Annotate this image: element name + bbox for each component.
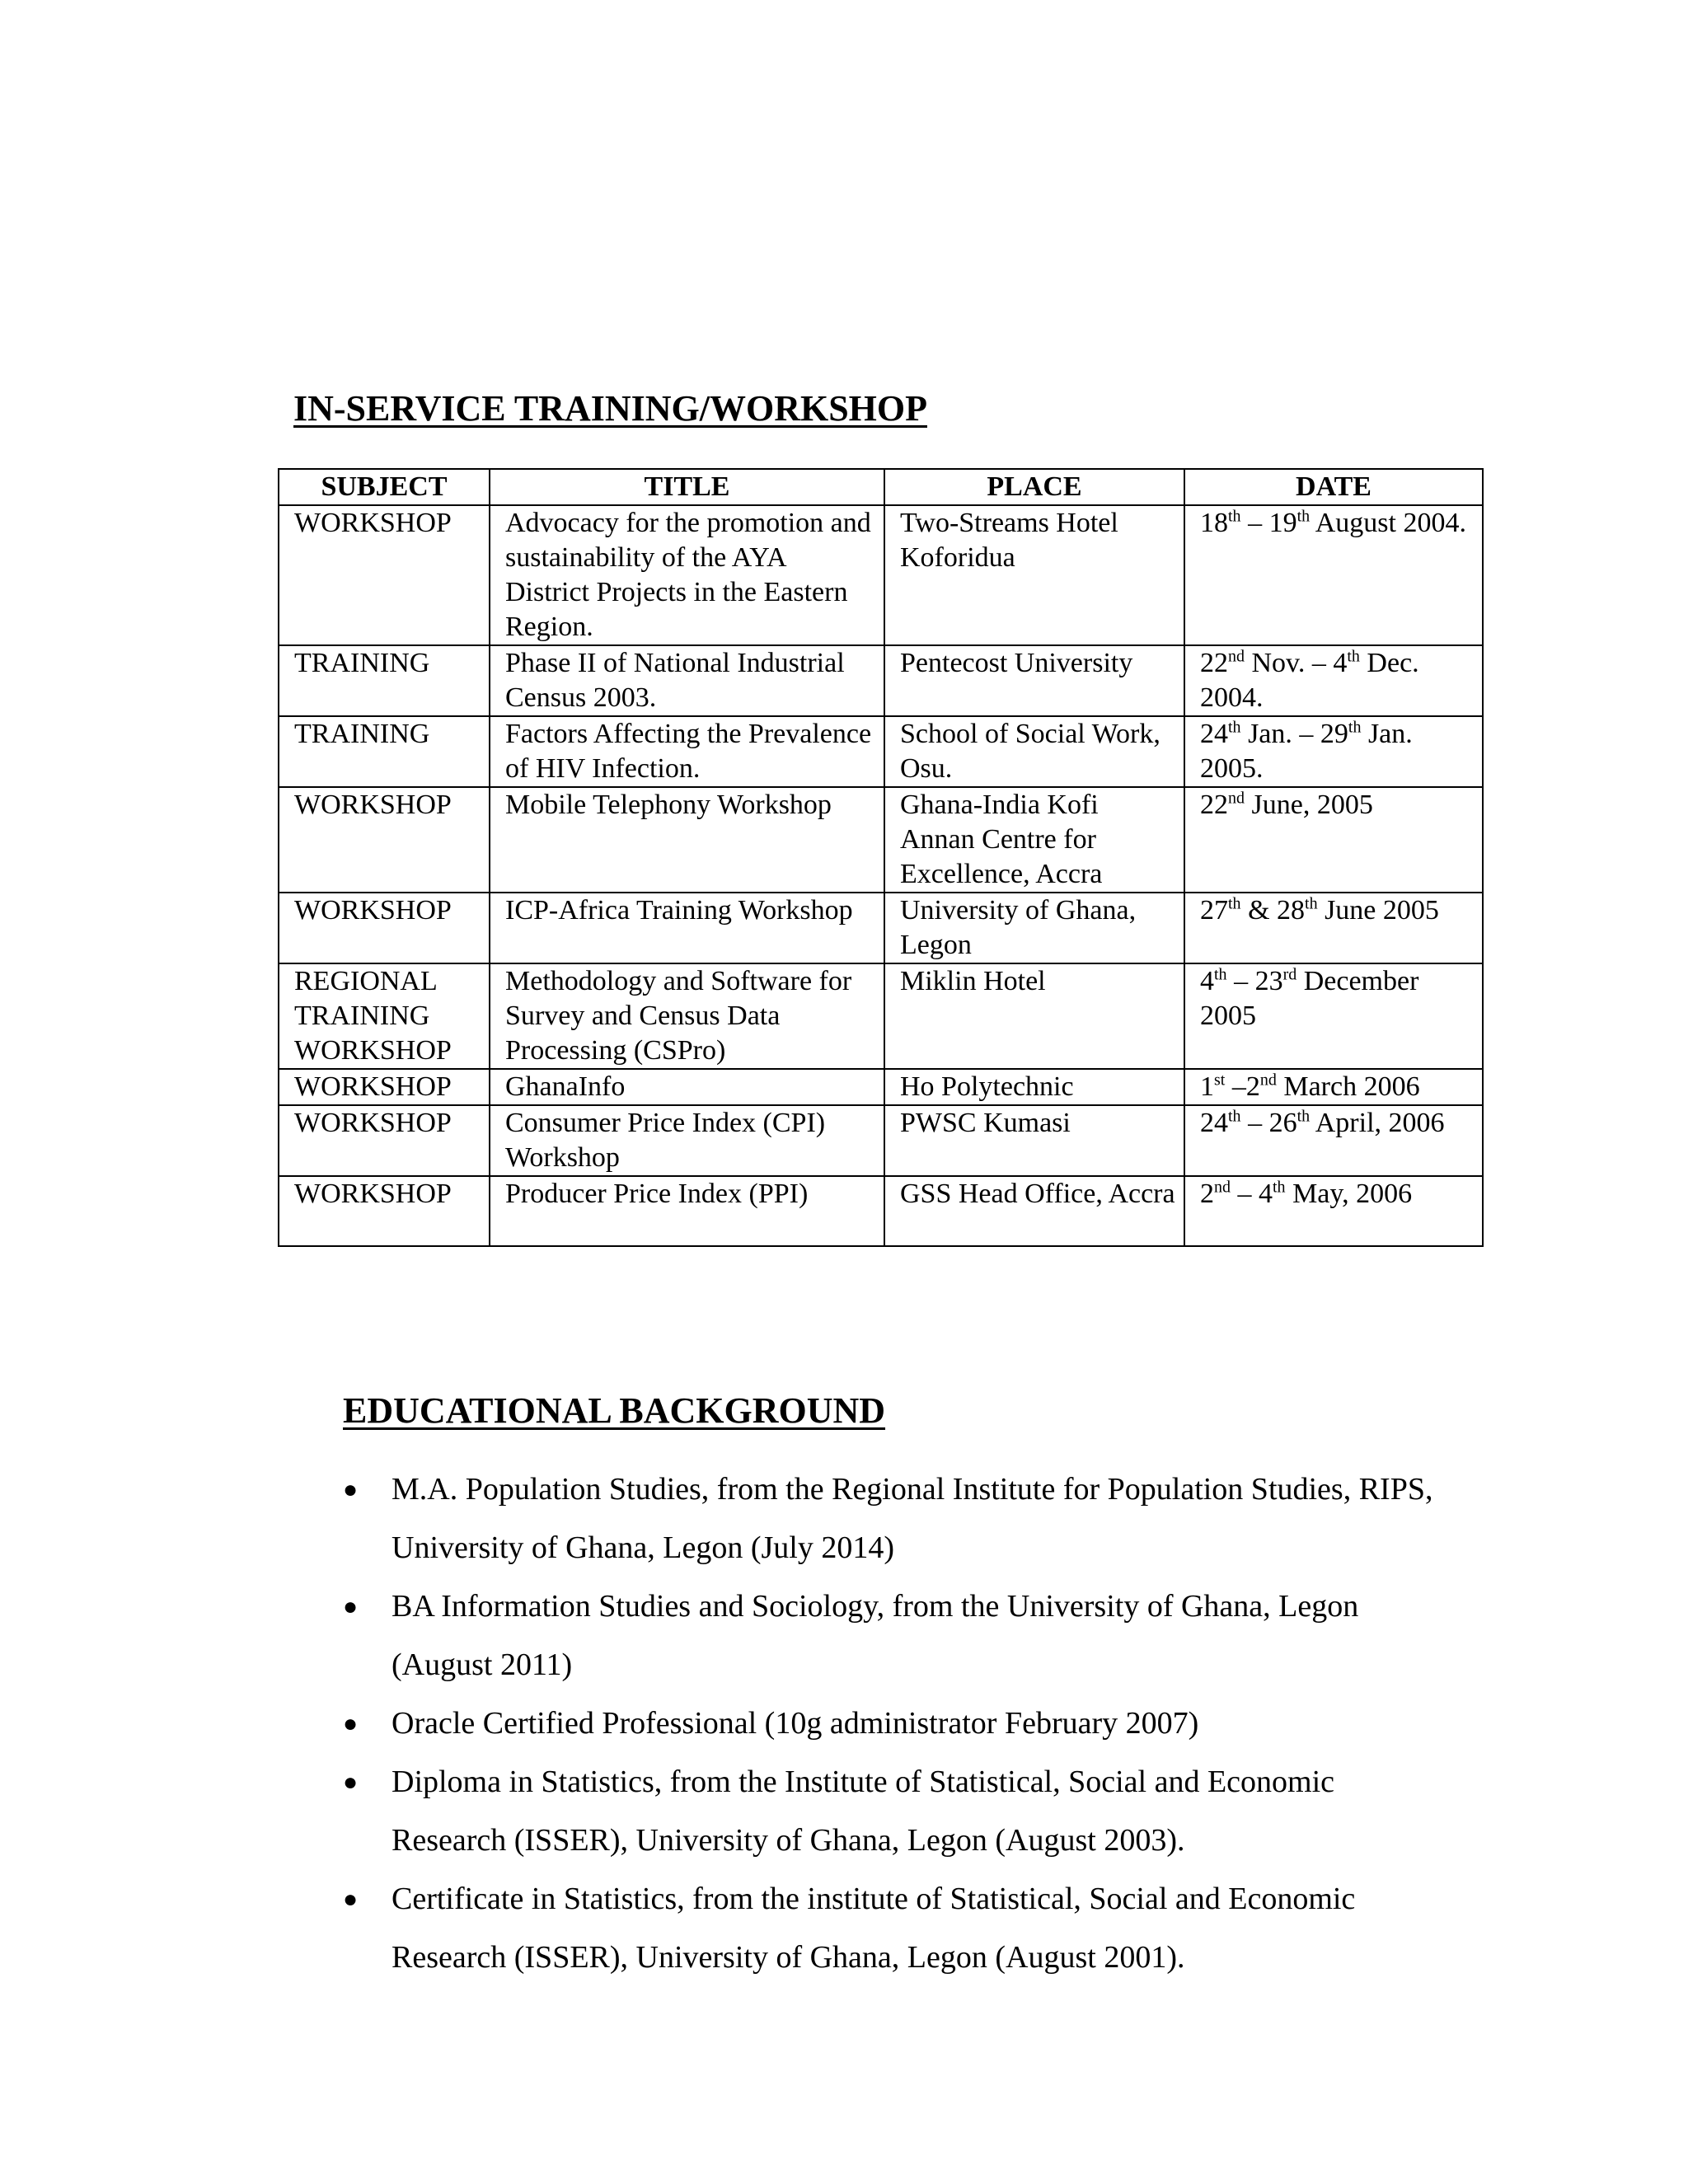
cell-title: Advocacy for the promotion and sustainability of the AYA District Projects in the Eastern Region.	[490, 505, 884, 645]
table-row	[279, 716, 1483, 787]
bullet-icon: ●	[343, 1710, 359, 1737]
training-table	[278, 468, 1484, 1247]
cell-date: 4th – 23rd December 2005	[1184, 963, 1483, 1069]
list-item	[343, 1460, 1447, 1577]
bullet-icon: ●	[343, 1593, 359, 1620]
list-item-text: Certificate in Statistics, from the institute of Statistical, Social and Economic Research (ISSER), University of Ghana, Legon (August 2001).	[392, 1882, 1356, 1975]
list-item	[343, 1753, 1447, 1870]
cell-title: ICP-Africa Training Workshop	[490, 893, 884, 963]
table-header-row	[279, 469, 1483, 505]
cell-place: PWSC Kumasi	[884, 1105, 1184, 1176]
table-row	[279, 787, 1483, 893]
cell-place: Ghana-India Kofi Annan Centre for Excellence, Accra	[884, 787, 1184, 893]
cell-subject: WORKSHOP	[279, 893, 490, 963]
bullet-icon: ●	[343, 1886, 359, 1913]
cell-subject: WORKSHOP	[279, 1176, 490, 1246]
list-item-text: M.A. Population Studies, from the Regional Institute for Population Studies, RIPS, University of Ghana, Legon (July 2014)	[392, 1472, 1433, 1565]
cell-date: 22nd Nov. – 4th Dec. 2004.	[1184, 645, 1483, 716]
list-item-text: BA Information Studies and Sociology, from the University of Ghana, Legon (August 2011)	[392, 1589, 1359, 1682]
bullet-icon: ●	[343, 1476, 359, 1503]
cell-place: Pentecost University	[884, 645, 1184, 716]
table-row	[279, 963, 1483, 1069]
list-item-text: Diploma in Statistics, from the Institute of Statistical, Social and Economic Research (ISSER), University of Ghana, Legon (August 2003).	[392, 1765, 1335, 1858]
list-item-text: Oracle Certified Professional (10g administrator February 2007)	[392, 1706, 1199, 1741]
cell-date: 27th & 28th June 2005	[1184, 893, 1483, 963]
cell-title: Methodology and Software for Survey and Census Data Processing (CSPro)	[490, 963, 884, 1069]
cell-date: 24th – 26th April, 2006	[1184, 1105, 1483, 1176]
cell-date: 18th – 19th August 2004.	[1184, 505, 1483, 645]
training-section-heading: IN-SERVICE TRAINING/WORKSHOP	[293, 388, 927, 429]
cell-subject: TRAINING	[279, 716, 490, 787]
column-header-subject: SUBJECT	[279, 469, 490, 505]
cell-subject: WORKSHOP	[279, 1069, 490, 1105]
cell-place: Miklin Hotel	[884, 963, 1184, 1069]
cell-place: Two-Streams Hotel Koforidua	[884, 505, 1184, 645]
education-list	[343, 1460, 1447, 1987]
table-row	[279, 1176, 1483, 1246]
cell-place: School of Social Work, Osu.	[884, 716, 1184, 787]
column-header-date: DATE	[1184, 469, 1483, 505]
column-header-place: PLACE	[884, 469, 1184, 505]
cell-title: GhanaInfo	[490, 1069, 884, 1105]
table-row	[279, 893, 1483, 963]
cell-subject: REGIONAL TRAINING WORKSHOP	[279, 963, 490, 1069]
table-row	[279, 505, 1483, 645]
cell-title: Factors Affecting the Prevalence of HIV Infection.	[490, 716, 884, 787]
cell-title: Consumer Price Index (CPI) Workshop	[490, 1105, 884, 1176]
list-item	[343, 1870, 1447, 1987]
cell-subject: WORKSHOP	[279, 787, 490, 893]
cell-date: 22nd June, 2005	[1184, 787, 1483, 893]
cell-date: 2nd – 4th May, 2006	[1184, 1176, 1483, 1246]
education-section-heading: EDUCATIONAL BACKGROUND	[343, 1390, 886, 1431]
cell-title: Producer Price Index (PPI)	[490, 1176, 884, 1246]
cell-place: Ho Polytechnic	[884, 1069, 1184, 1105]
column-header-title: TITLE	[490, 469, 884, 505]
cell-title: Mobile Telephony Workshop	[490, 787, 884, 893]
table-row	[279, 1069, 1483, 1105]
list-item	[343, 1694, 1447, 1753]
table-row	[279, 1105, 1483, 1176]
bullet-icon: ●	[343, 1769, 359, 1796]
cell-title: Phase II of National Industrial Census 2003.	[490, 645, 884, 716]
cell-date: 1st –2nd March 2006	[1184, 1069, 1483, 1105]
cell-subject: TRAINING	[279, 645, 490, 716]
cell-date: 24th Jan. – 29th Jan. 2005.	[1184, 716, 1483, 787]
list-item	[343, 1577, 1447, 1694]
cell-place: University of Ghana, Legon	[884, 893, 1184, 963]
cell-place: GSS Head Office, Accra	[884, 1176, 1184, 1246]
cell-subject: WORKSHOP	[279, 1105, 490, 1176]
table-row	[279, 645, 1483, 716]
cell-subject: WORKSHOP	[279, 505, 490, 645]
